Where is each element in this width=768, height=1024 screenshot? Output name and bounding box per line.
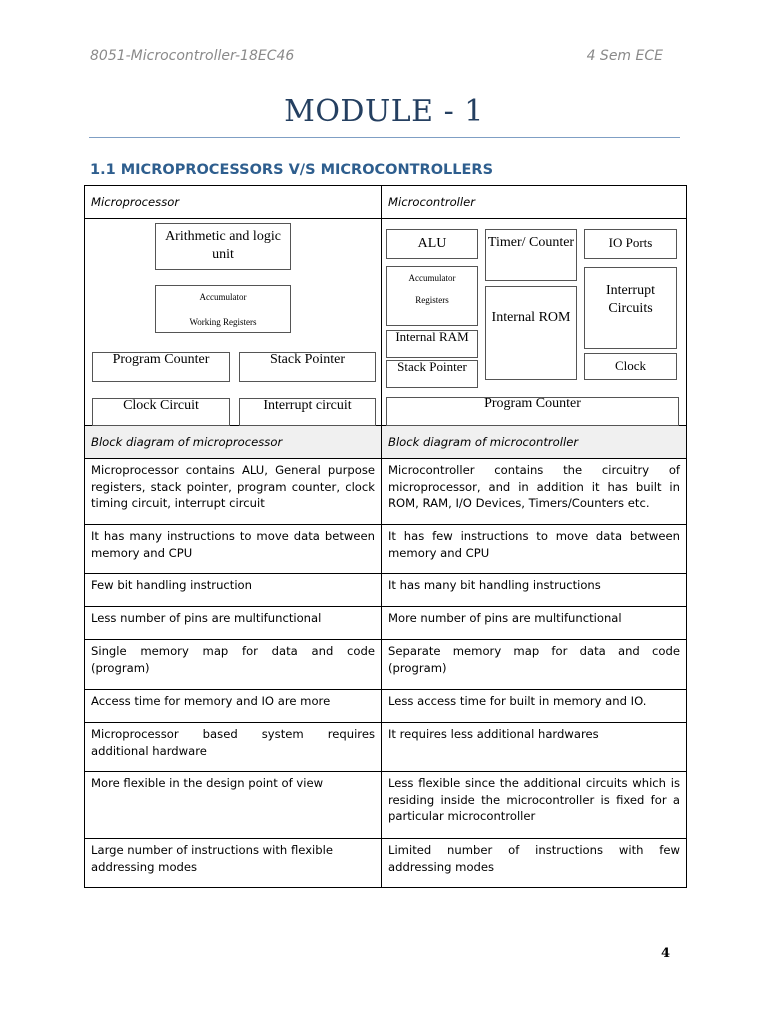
title-underline bbox=[89, 137, 680, 138]
mc-io-ports-block: IO Ports bbox=[584, 229, 677, 259]
mp-clock-circuit-block: Clock Circuit bbox=[92, 398, 230, 426]
mp-interrupt-circuit-block: Interrupt circuit bbox=[239, 398, 376, 426]
mc-accumulator-block bbox=[386, 266, 478, 326]
mc-internal-ram-block: Internal RAM bbox=[386, 330, 478, 358]
mp-working-registers-label: Working Registers bbox=[189, 316, 257, 327]
row-8-microprocessor: More flexible in the design point of view bbox=[85, 772, 382, 839]
row-9-microprocessor: Large number of instructions with flexible addressing modes bbox=[85, 839, 382, 888]
row-8-microcontroller: Less flexible since the additional circuits which is residing inside the microcontroller is fixed for a particular microcontroller bbox=[382, 772, 687, 839]
caption-microcontroller: Block diagram of microcontroller bbox=[382, 426, 687, 459]
row-2-microprocessor: It has many instructions to move data between memory and CPU bbox=[85, 525, 382, 574]
row-3-microprocessor: Few bit handling instruction bbox=[85, 574, 382, 607]
header-course: 8051-Microcontroller-18EC46 bbox=[90, 48, 295, 64]
col-header-microcontroller: Microcontroller bbox=[382, 186, 687, 219]
mp-stack-pointer-block: Stack Pointer bbox=[239, 352, 376, 382]
mp-accumulator-block bbox=[155, 285, 291, 333]
table-row bbox=[85, 690, 687, 723]
mc-interrupt-circuits-block: Interrupt Circuits bbox=[584, 267, 677, 349]
table-row bbox=[85, 607, 687, 640]
row-2-microcontroller: It has few instructions to move data between memory and CPU bbox=[382, 525, 687, 574]
table-row bbox=[85, 459, 687, 525]
row-1-microcontroller: Microcontroller contains the circuitry of microprocessor, and in addition it has built in ROM, RAM, I/O Devices, Timers/Counters etc. bbox=[382, 459, 687, 525]
page-number: 4 bbox=[660, 946, 670, 961]
row-1-microprocessor: Microprocessor contains ALU, General purpose registers, stack pointer, program counter, clock timing circuit, interrupt circuit bbox=[85, 459, 382, 525]
comparison-table bbox=[84, 185, 687, 888]
diagram-row bbox=[85, 219, 687, 426]
caption-microprocessor: Block diagram of microprocessor bbox=[85, 426, 382, 459]
microcontroller-block-diagram bbox=[382, 219, 687, 426]
page-title: MODULE - 1 bbox=[284, 94, 484, 129]
row-5-microcontroller: Separate memory map for data and code (program) bbox=[382, 640, 687, 690]
row-3-microcontroller: It has many bit handling instructions bbox=[382, 574, 687, 607]
mc-timer-counter-block: Timer/ Counter bbox=[485, 229, 577, 281]
mc-program-counter-block: Program Counter bbox=[386, 397, 679, 426]
mc-stack-pointer-block: Stack Pointer bbox=[386, 360, 478, 388]
row-4-microcontroller: More number of pins are multifunctional bbox=[382, 607, 687, 640]
table-row bbox=[85, 772, 687, 839]
caption-row bbox=[85, 426, 687, 459]
table-header-row bbox=[85, 186, 687, 219]
mc-clock-block: Clock bbox=[584, 353, 677, 380]
mc-registers-label: Registers bbox=[415, 294, 449, 305]
row-4-microprocessor: Less number of pins are multifunctional bbox=[85, 607, 382, 640]
row-9-microcontroller: Limited number of instructions with few addressing modes bbox=[382, 839, 687, 888]
microprocessor-block-diagram bbox=[85, 219, 382, 426]
row-5-microprocessor: Single memory map for data and code (program) bbox=[85, 640, 382, 690]
row-6-microcontroller: Less access time for built in memory and IO. bbox=[382, 690, 687, 723]
mc-accumulator-label: Accumulator bbox=[408, 273, 456, 283]
mc-internal-rom-block: Internal ROM bbox=[485, 286, 577, 380]
col-header-microprocessor: Microprocessor bbox=[85, 186, 382, 219]
table-row bbox=[85, 525, 687, 574]
row-7-microcontroller: It requires less additional hardwares bbox=[382, 723, 687, 772]
header-semester: 4 Sem ECE bbox=[586, 48, 663, 64]
table-row bbox=[85, 723, 687, 772]
mp-alu-block: Arithmetic and logic unit bbox=[155, 223, 291, 270]
table-row bbox=[85, 640, 687, 690]
row-6-microprocessor: Access time for memory and IO are more bbox=[85, 690, 382, 723]
mp-accumulator-label: Accumulator bbox=[199, 292, 247, 302]
section-heading: 1.1 MICROPROCESSORS V/S MICROCONTROLLERS bbox=[90, 162, 494, 178]
mc-alu-block: ALU bbox=[386, 229, 478, 259]
table-row bbox=[85, 839, 687, 888]
table-row bbox=[85, 574, 687, 607]
row-7-microprocessor: Microprocessor based system requires additional hardware bbox=[85, 723, 382, 772]
mp-program-counter-block: Program Counter bbox=[92, 352, 230, 382]
